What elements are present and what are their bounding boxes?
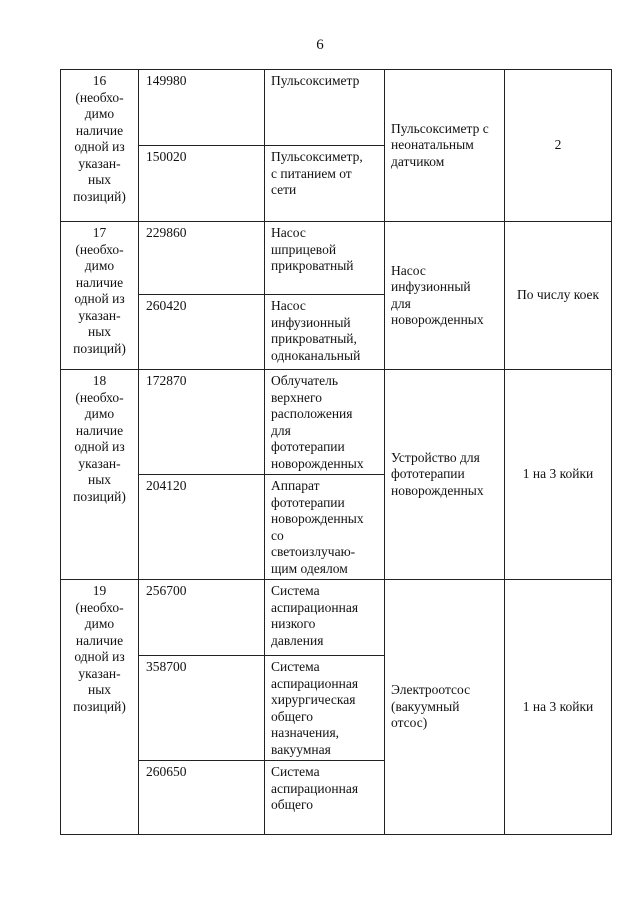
position-number-cell: [61, 370, 139, 580]
item-name-line: общего: [271, 708, 313, 724]
item-name-line: новорожденных: [271, 511, 364, 526]
item-name-cell: [265, 295, 385, 370]
position-number-cell: [61, 70, 139, 222]
position-note-line: (необхо-: [75, 389, 124, 405]
position-note-line: указан-: [78, 665, 121, 681]
position-number: 19: [92, 583, 107, 598]
equipment-name-line: инфузионный: [391, 279, 471, 294]
equipment-name-line: Пульсоксиметр с: [391, 120, 489, 136]
item-name-line: хирургическая: [271, 692, 356, 707]
position-note-line: указан-: [78, 307, 121, 323]
item-name-line: расположения: [271, 406, 353, 421]
position-number: 16: [92, 73, 107, 88]
quantity-cell: По числу коек: [505, 222, 612, 370]
item-name-line: шприцевой: [271, 241, 337, 257]
position-note-line: указан-: [78, 155, 121, 171]
position-note-line: одной из: [74, 139, 125, 154]
position-note-line: указан-: [78, 455, 121, 471]
item-name-line: Аппарат: [271, 478, 320, 493]
item-code: 150020: [139, 146, 265, 222]
item-code: 172870: [139, 370, 265, 475]
quantity-cell: 1 на 3 койки: [505, 580, 612, 835]
position-note-line: димо: [84, 616, 115, 631]
position-note-line: ных: [87, 682, 112, 697]
item-code: 149980: [139, 70, 265, 146]
item-name-line: Насос: [271, 225, 306, 240]
item-name-line: одноканальный: [271, 347, 361, 363]
position-note-line: позиций): [73, 698, 126, 714]
item-code: 256700: [139, 580, 265, 656]
position-note-line: ных: [87, 172, 112, 187]
equipment-table: [60, 69, 612, 835]
equipment-name-line: датчиком: [391, 153, 445, 169]
item-name-line: прикроватный: [271, 258, 354, 273]
position-note-line: одной из: [74, 291, 125, 306]
item-name-cell: [265, 146, 385, 222]
item-code: 260420: [139, 295, 265, 370]
table-row: [61, 222, 612, 295]
item-name-line: со: [271, 527, 284, 543]
equipment-name-cell: [385, 370, 505, 580]
position-note-line: наличие: [75, 274, 124, 290]
equipment-name-line: Электроотсос: [391, 682, 471, 698]
item-name-line: новорожденных: [271, 455, 364, 471]
position-note-line: позиций): [73, 340, 126, 356]
position-number-cell: [61, 580, 139, 835]
item-name-line: аспирационная: [271, 675, 359, 691]
item-name-line: Система: [271, 659, 320, 674]
position-note-line: димо: [84, 258, 115, 273]
position-note-line: ных: [87, 324, 112, 339]
position-number-cell: [61, 222, 139, 370]
item-code: 260650: [139, 761, 265, 835]
position-note-line: позиций): [73, 188, 126, 204]
position-note-line: димо: [84, 106, 115, 121]
item-name-cell: [265, 580, 385, 656]
item-name-cell: [265, 761, 385, 835]
equipment-name-line: фототерапии: [391, 466, 465, 482]
position-note-line: (необхо-: [75, 89, 124, 105]
item-name-line: для: [271, 422, 291, 438]
item-name-line: Насос: [271, 298, 306, 313]
quantity-cell: 1 на 3 койки: [505, 370, 612, 580]
equipment-name-cell: [385, 222, 505, 370]
position-note-line: наличие: [75, 122, 124, 138]
position-note-line: наличие: [75, 632, 124, 648]
item-code: 229860: [139, 222, 265, 295]
item-code: 204120: [139, 475, 265, 580]
position-number: 18: [92, 373, 107, 388]
quantity-cell: 2: [505, 70, 612, 222]
position-note-line: одной из: [74, 439, 125, 454]
position-number: 17: [92, 225, 107, 240]
item-name-line: общего: [271, 797, 313, 812]
equipment-name-line: новорожденных: [391, 312, 484, 327]
equipment-name-line: отсос): [391, 715, 428, 731]
equipment-name-cell: [385, 70, 505, 222]
item-name-line: Пульсоксиметр,: [271, 149, 363, 164]
table-row: [61, 370, 612, 475]
position-note-line: позиций): [73, 488, 126, 504]
table-row: [61, 70, 612, 146]
equipment-name-line: Устройство для: [391, 449, 480, 465]
item-name-line: фототерапии: [271, 439, 345, 454]
item-name-cell: [265, 70, 385, 146]
equipment-name-line: новорожденных: [391, 482, 484, 498]
position-note-line: (необхо-: [75, 599, 124, 615]
item-name-line: назначения,: [271, 725, 340, 740]
table-row: [61, 580, 612, 656]
equipment-name-line: неонатальным: [391, 137, 474, 153]
item-name-line: щим одеялом: [271, 560, 348, 576]
item-name-line: аспирационная: [271, 780, 359, 796]
item-name-line: Система: [271, 583, 320, 598]
page-number: 6: [316, 37, 324, 53]
position-note-line: наличие: [75, 422, 124, 438]
item-name-cell: [265, 370, 385, 475]
equipment-name-line: для: [391, 295, 411, 311]
item-name-line: низкого: [271, 616, 316, 631]
item-name-cell: [265, 475, 385, 580]
position-note-line: одной из: [74, 649, 125, 664]
item-name-line: светоизлучаю-: [271, 544, 356, 559]
item-name-line: прикроватный,: [271, 331, 357, 346]
item-name-line: сети: [271, 182, 297, 197]
item-name-cell: [265, 656, 385, 761]
item-name-cell: [265, 222, 385, 295]
item-name-line: инфузионный: [271, 314, 351, 330]
item-name-line: давления: [271, 632, 324, 648]
item-name-line: Система: [271, 764, 320, 779]
position-note-line: (необхо-: [75, 241, 124, 257]
position-note-line: димо: [84, 406, 115, 421]
item-name-line: вакуумная: [271, 741, 331, 757]
equipment-name-line: (вакуумный: [391, 698, 460, 714]
item-code: 358700: [139, 656, 265, 761]
equipment-table-body: [61, 70, 612, 835]
item-name-line: с питанием от: [271, 165, 352, 181]
position-note-line: ных: [87, 472, 112, 487]
item-name-line: Облучатель: [271, 373, 338, 388]
equipment-name-cell: [385, 580, 505, 835]
item-name-line: фототерапии: [271, 494, 345, 510]
item-name-line: аспирационная: [271, 599, 359, 615]
equipment-name-line: Насос: [391, 262, 426, 278]
item-name-line: Пульсоксиметр: [271, 73, 360, 88]
item-name-line: верхнего: [271, 389, 322, 405]
